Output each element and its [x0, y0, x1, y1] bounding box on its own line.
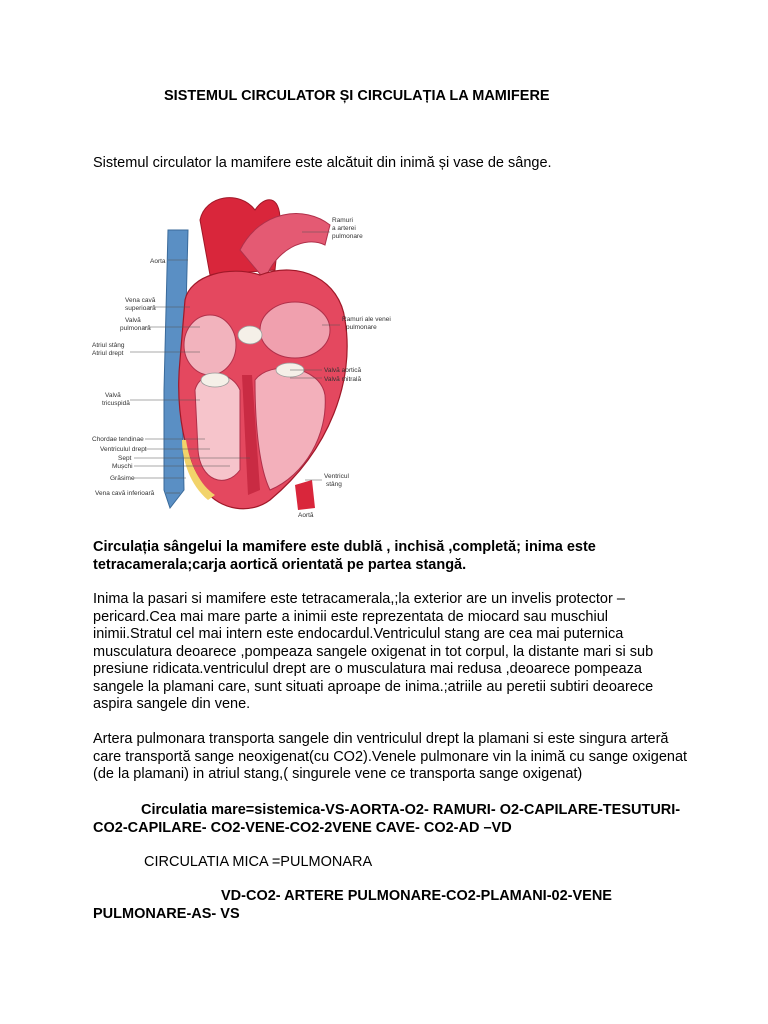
label-vena-cava-inf: Vena cavă inferioară — [95, 490, 155, 497]
paragraph-inima — [93, 591, 693, 714]
label-vena-cava-sup-1: Vena cavă — [125, 297, 156, 304]
label-aorta: Aorta — [150, 258, 166, 265]
page-title: SISTEMUL CIRCULATOR ȘI CIRCULAȚIA LA MAMIFERE — [164, 88, 550, 104]
right-atrium — [184, 315, 236, 375]
label-ramuri-3: pulmonare — [332, 233, 363, 240]
paragraph-line: (de la plamani) in atriul stang,( singurele vene ce transporta sange oxigenat) — [93, 766, 583, 782]
paragraph-line: musculatura deoarece ,pompeaza sangele oxigenat in tot corpul, la distante mari si sub — [93, 643, 654, 660]
label-aorta-bottom: Aortă — [298, 512, 314, 519]
circulatia-mica-line2: PULMONARE-AS- VS — [93, 906, 240, 922]
label-vena-cava-sup-2: superioară — [125, 305, 156, 312]
label-valva-aortica: Valvă aortică — [324, 367, 362, 374]
label-ramuri-2: a arterei — [332, 225, 356, 232]
paragraph-line: care transportă sange neoxigenat(cu CO2).Venele pulmonare vin la inimă cu sange oxigenat — [93, 748, 688, 765]
label-valva-tric-1: Valvă — [105, 392, 121, 399]
paragraph-line: sangele la plamani care, sunt situati aproape de inima.;atriile au peretii subtiri deoarece — [93, 678, 654, 695]
label-valva-pulm-2: pulmonară — [120, 325, 151, 332]
intro-text: Sistemul circulator la mamifere este alcătuit din inimă și vase de sânge. — [93, 155, 552, 171]
paragraph-line: Artera pulmonara transporta sangele din ventriculul drept la plamani si este singura arteră — [93, 731, 669, 747]
circulatia-mica-line1: VD-CO2- ARTERE PULMONARE-CO2-PLAMANI-02-VENE — [221, 888, 612, 904]
label-valva-tric-2: tricuspidă — [102, 400, 130, 407]
aortic-valve — [238, 326, 262, 344]
paragraph-line: presiune ridicata.ventriculul drept are o musculatura mai redusa ,deoarece pompeaza — [93, 661, 642, 677]
circulatia-mare-line2: CO2-CAPILARE- CO2-VENE-CO2-2VENE CAVE- CO2-AD –VD — [93, 820, 512, 836]
bold-paragraph-line: tetracamerala;carja aortică orientată pe partea stangă. — [93, 556, 467, 573]
label-chordae: Chordae tendinae — [92, 436, 144, 443]
label-ventricul-stang-2: stâng — [326, 481, 342, 488]
label-ventricul-drept: Ventriculul drept — [100, 446, 147, 453]
right-ventricle — [195, 374, 240, 480]
label-atriu-drept: Atriul drept — [92, 350, 124, 357]
descending-aorta — [295, 480, 315, 510]
label-ramuri-vene-1: Ramuri ale venei — [342, 316, 391, 323]
label-sept: Sept — [118, 455, 132, 462]
left-atrium — [260, 302, 330, 358]
label-ramuri-vene-2: pulmonare — [346, 324, 377, 331]
label-ventricul-stang-1: Ventricul — [324, 473, 349, 480]
bold-paragraph-line: Circulația sângelui la mamifere este dublă , inchisă ,completă; inima este — [93, 539, 596, 555]
paragraph-line: pericard.Cea mai mare parte a inimii este reprezentata de miocard sau muschiul — [93, 608, 608, 625]
heart-diagram — [90, 190, 420, 520]
label-ramuri-1: Ramuri — [332, 217, 353, 224]
label-valva-pulm-1: Valvă — [125, 317, 141, 324]
circulatia-mare-line1: Circulatia mare=sistemica-VS-AORTA-O2- RAMURI- O2-CAPILARE-TESUTURI- — [141, 802, 681, 818]
bold-paragraph — [93, 539, 693, 574]
left-ventricle — [255, 368, 325, 490]
paragraph-artera — [93, 731, 693, 784]
paragraph-line: aspira sangele din vene. — [93, 696, 251, 712]
tricuspid-valve — [201, 373, 229, 387]
label-atriu-stang: Atriul stâng — [92, 342, 125, 349]
label-grasime: Grăsime — [110, 475, 135, 482]
label-muschi: Mușchi — [112, 463, 133, 470]
paragraph-line: Inima la pasari si mamifere este tetracamerala,;la exterior are un invelis protector – — [93, 591, 625, 607]
label-valva-mitrala: Valvă mitrală — [324, 376, 362, 383]
circulatia-mica-title: CIRCULATIA MICA =PULMONARA — [144, 854, 373, 870]
paragraph-line: inimii.Stratul cel mai intern este endocardul.Ventriculul stang are cea mai puternica — [93, 626, 624, 642]
